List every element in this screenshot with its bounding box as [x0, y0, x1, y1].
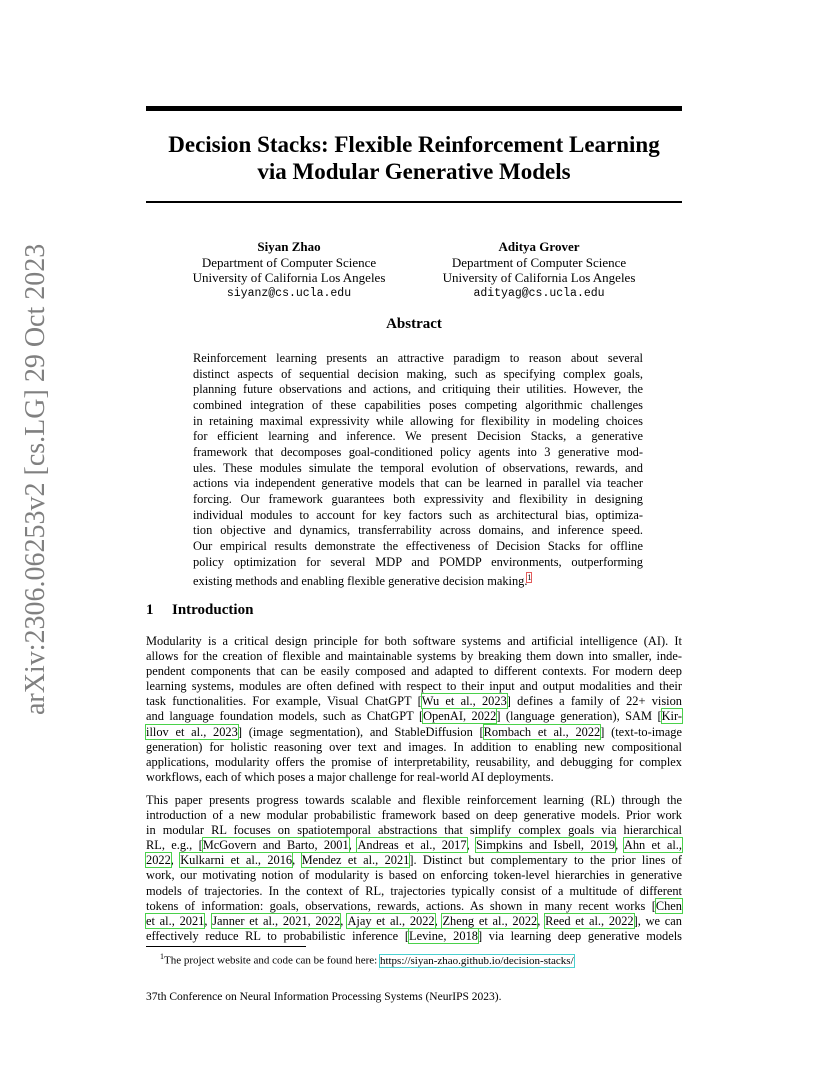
text-run: ] defines a family of 22+ vision [506, 694, 682, 709]
citation-link[interactable]: Reed et al., 2022 [545, 913, 634, 928]
abstract-line: planning future observations and actions, and critiquing their utilities. However, the [193, 382, 643, 397]
citation-link[interactable]: Levine, 2018 [409, 928, 478, 943]
citation-link[interactable]: Kulkarni et al., 2016 [180, 853, 293, 868]
citation-link[interactable]: Mendez et al., 2021 [301, 853, 410, 868]
paragraph-line: et al., 2021, Janner et al., 2021, 2022, Ajay et al., 2022, Zheng et al., 2022, Reed et al., 2022], we can [146, 913, 682, 928]
author-affiliation: University of California Los Angeles [442, 270, 636, 285]
abstract-line: tion objective and dynamics, transferrability across domains, and inference speed. [193, 523, 643, 538]
paragraph-line: 2022, Kulkarni et al., 2016, Mendez et al., 2021]. Distinct but complementary to the prior lines of [146, 853, 682, 868]
abstract-line: combined integration of these capabilities poses competing algorithmic challenges [193, 397, 643, 412]
paragraph-line: RL, e.g., [McGovern and Barto, 2001, Andreas et al., 2017, Simpkins and Isbell, 2019, Ahn et al., [146, 838, 682, 853]
abstract-line: individual modules to account for key factors such as architectural bias, optimiza- [193, 507, 643, 522]
text-run: task functionalities. For example, Visual ChatGPT [ [146, 694, 422, 709]
project-url-link[interactable]: https://siyan-zhao.github.io/decision-stacks/ [379, 954, 574, 967]
intro-paragraph-1 [146, 634, 682, 785]
section-heading [146, 602, 253, 619]
author-block-2 [409, 239, 669, 301]
title-line-2: via Modular Generative Models [257, 159, 571, 184]
abstract-line: ules. These modules simulate the temporal evolution of observations, rewards, and [193, 460, 643, 475]
paper-title [146, 131, 682, 185]
citation-link[interactable]: Zheng et al., 2022 [442, 913, 538, 928]
abstract-line: Reinforcement learning presents an attractive paradigm to reason about several [193, 351, 643, 365]
author-affiliation: University of California Los Angeles [192, 270, 386, 285]
abstract-line: forcing. Our framework guarantees both expressivity and flexibility in designing [193, 491, 643, 506]
citation-link[interactable]: Rombach et al., 2022 [483, 724, 601, 739]
author-department: Department of Computer Science [451, 254, 627, 270]
paragraph-line: pendent components that can be easily composed and adapted to different contexts. For modern deep [146, 664, 682, 679]
citation-link[interactable]: et al., 2021 [146, 913, 205, 928]
author-block-1 [159, 239, 419, 301]
footnote-ref-link[interactable]: 1 [527, 573, 532, 583]
paragraph-line: Modularity is a critical design principle for both software systems and artificial intelligence (AI). It [146, 634, 682, 648]
citation-link[interactable]: OpenAI, 2022 [423, 709, 497, 724]
title-line-1: Decision Stacks: Flexible Reinforcement Learning [168, 132, 660, 157]
intro-paragraph-2 [146, 793, 682, 944]
paragraph-line: workflows, each of which poses a major challenge for real-world AI deployments. [146, 769, 554, 784]
paragraph-line: models of trajectories. In the context of RL, trajectories typically consist of a multitude of different [146, 883, 682, 898]
paragraph-line [146, 899, 682, 914]
paragraph-line: in modular RL focuses on spatiotemporal abstractions that simplify complex goals via hierarchical [146, 823, 682, 838]
conference-note: 37th Conference on Neural Information Processing Systems (NeurIPS 2023). [146, 991, 502, 1003]
paragraph-line: allows for the creation of flexible and maintainable systems by breaking them down into smaller, inde- [146, 649, 682, 664]
paragraph-line [146, 709, 682, 724]
abstract-line: in retaining maximal expressivity while allowing for flexibility in modeling choices [193, 413, 643, 428]
paragraph-line: generation) for holistic reasoning over text and images. In addition to enabling new compositional [146, 739, 682, 754]
abstract-line: framework that decomposes goal-conditioned policy agents into 3 generative mod- [193, 444, 643, 459]
citation-link[interactable]: 2022 [146, 853, 171, 868]
text-run: and language foundation models, such as ChatGPT [ [146, 709, 424, 724]
citation-link[interactable]: Kir- [661, 709, 682, 724]
abstract-line: for efficient learning and inference. We present Decision Stacks, a generative [193, 429, 643, 444]
citation-link[interactable]: Janner et al., 2021, 2022 [212, 913, 341, 928]
citation-link[interactable]: Chen [655, 898, 682, 913]
citation-link[interactable]: Ahn et al., [623, 838, 682, 853]
footnote-mark: 1 [160, 952, 164, 961]
author-name: Aditya Grover [498, 239, 580, 254]
paragraph-line: applications, modularity offers the promise of interpretability, reusability, and debugging for complex [146, 754, 682, 769]
abstract-line: policy optimization for several MDP and POMDP environments, outperforming [193, 554, 643, 569]
citation-link[interactable]: McGovern and Barto, 2001 [202, 838, 349, 853]
paragraph-line [146, 725, 682, 740]
section-number: 1 [146, 602, 154, 618]
paragraph-line [146, 694, 682, 709]
arxiv-id-text: arXiv:2306.06253v2 [cs.LG] 29 Oct 2023 [20, 243, 51, 715]
title-top-rule [146, 106, 682, 111]
abstract-line: Our empirical results demonstrate the effectiveness of Decision Stacks for offline [193, 538, 643, 553]
citation-link[interactable]: Andreas et al., 2017 [357, 838, 467, 853]
section-title: Introduction [172, 602, 254, 618]
paragraph-line: work, our motivating notion of modularity is based on enforcing token-level hierarchies in generative [146, 868, 682, 883]
footnote-rule [146, 946, 306, 947]
citation-link[interactable]: Wu et al., 2023 [421, 694, 507, 709]
title-bottom-rule [146, 201, 682, 203]
text-run: ] (language generation), SAM [ [496, 709, 662, 724]
paragraph-line: introduction of a new modular probabilistic framework based on deep generative models. Prior work [146, 808, 682, 823]
abstract-body [193, 351, 643, 590]
abstract-line: distinct aspects of sequential decision making, such as specifying complex goals, [193, 366, 643, 381]
paragraph-line [146, 929, 682, 944]
citation-link[interactable]: Simpkins and Isbell, 2019 [476, 838, 616, 853]
author-email[interactable]: adityag@cs.ucla.edu [473, 286, 605, 300]
abstract-line: existing methods and enabling flexible generative decision making.$^1$ [193, 573, 532, 589]
paragraph-line: This paper presents progress towards scalable and flexible reinforcement learning (RL) through the [146, 793, 682, 807]
text-run: ], we can [633, 913, 682, 928]
footnote-text: The project website and code can be found here: [164, 954, 380, 967]
text-run: ] via learning deep generative models [477, 928, 682, 943]
text-run: ]. Distinct but complementary to the prior lines of [409, 853, 682, 868]
text-run: ] (text-to-image [600, 724, 682, 739]
author-email[interactable]: siyanz@cs.ucla.edu [226, 286, 352, 300]
text-run: ] (image segmentation), and StableDiffusion [ [237, 724, 484, 739]
paragraph-line: learning systems, modules are often defined with respect to their input and output modalities and their [146, 679, 682, 694]
abstract-line: actions via independent generative models that can be learned in parallel via teacher [193, 476, 643, 491]
citation-link[interactable]: Ajay et al., 2022 [347, 913, 435, 928]
abstract-heading: Abstract [386, 316, 442, 332]
text-run: tokens of information: goals, observations, rewards, actions. As shown in many recent works [ [146, 898, 656, 913]
citation-link[interactable]: illov et al., 2023 [146, 724, 238, 739]
text-run: RL, e.g., [ [146, 838, 203, 853]
footnote [160, 950, 574, 968]
author-name: Siyan Zhao [257, 239, 321, 254]
author-department: Department of Computer Science [201, 254, 377, 270]
text-run: effectively reduce RL to probabilistic inference [ [146, 928, 409, 943]
